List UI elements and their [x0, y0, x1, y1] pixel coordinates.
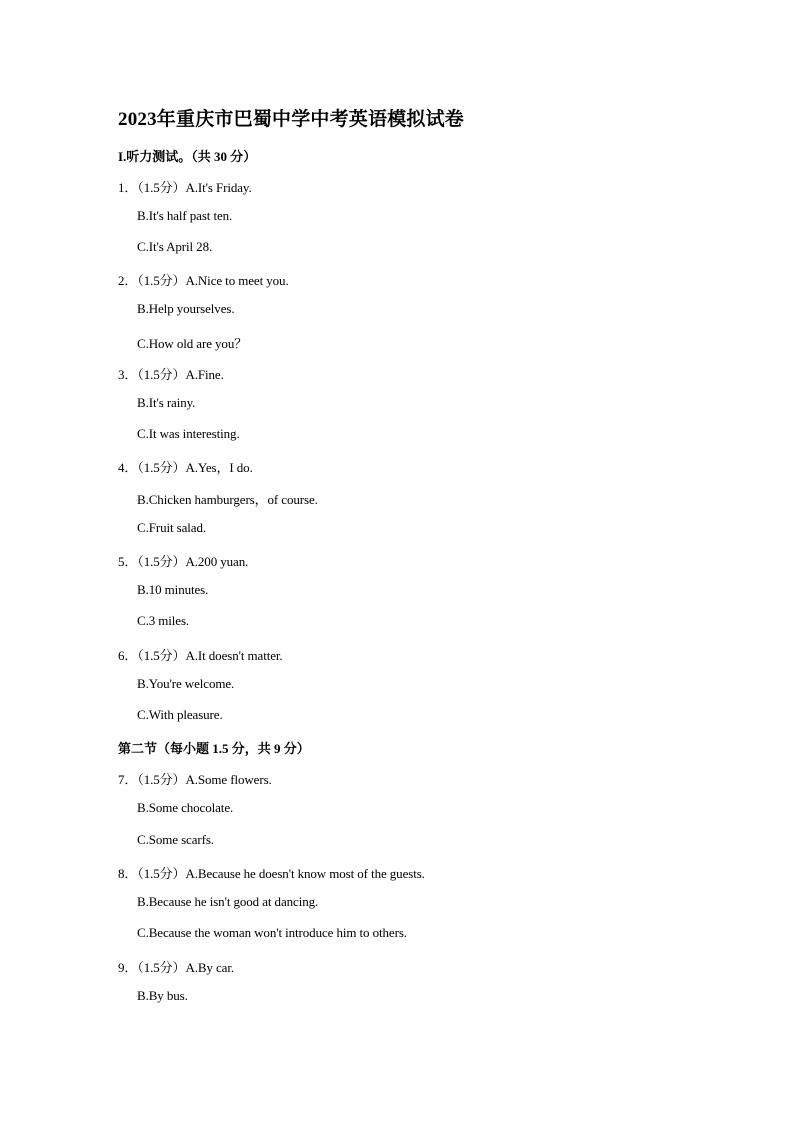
question-6-option-b: B.You're welcome.: [137, 676, 235, 691]
question-5-stem: 5．（1.5分）A.200 yuan.: [118, 554, 249, 569]
question-7-option-b: B.Some chocolate.: [137, 800, 234, 815]
question-5-option-b: B.10 minutes.: [137, 582, 209, 597]
question-8-stem: 8．（1.5分）A.Because he doesn't know most of the guests.: [118, 866, 425, 881]
section-heading-listening: I.听力测试。（共 30 分）: [118, 149, 257, 164]
question-3-option-c: C.It was interesting.: [137, 426, 240, 441]
question-4-option-b: B.Chicken hamburgers，of course.: [137, 492, 318, 507]
question-6-option-c: C.With pleasure.: [137, 707, 223, 722]
question-1-stem: 1．（1.5分）A.It's Friday.: [118, 180, 252, 195]
question-8-option-c: C.Because the woman won't introduce him to others.: [137, 925, 407, 940]
question-7-stem: 7．（1.5分）A.Some flowers.: [118, 772, 272, 787]
question-9-option-b: B.By bus.: [137, 988, 188, 1003]
question-4-option-c: C.Fruit salad.: [137, 520, 207, 535]
question-3-stem: 3．（1.5分）A.Fine.: [118, 367, 224, 382]
section-heading-part-two: 第二节（每小题 1.5 分，共 9 分）: [118, 741, 310, 756]
question-9-stem: 9．（1.5分）A.By car.: [118, 960, 235, 975]
question-8-option-b: B.Because he isn't good at dancing.: [137, 894, 319, 909]
question-5-option-c: C.3 miles.: [137, 613, 190, 628]
question-6-stem: 6．（1.5分）A.It doesn't matter.: [118, 648, 283, 663]
question-2-option-b: B.Help yourselves.: [137, 301, 235, 316]
question-2-option-c: C.How old are you？: [137, 336, 248, 351]
page-title: 2023年重庆市巴蜀中学中考英语模拟试卷: [118, 109, 465, 130]
question-3-option-b: B.It's rainy.: [137, 395, 196, 410]
question-4-stem: 4．（1.5分）A.Yes，I do.: [118, 460, 253, 475]
question-1-option-c: C.It's April 28.: [137, 239, 213, 254]
question-7-option-c: C.Some scarfs.: [137, 832, 214, 847]
question-2-stem: 2．（1.5分）A.Nice to meet you.: [118, 273, 289, 288]
question-1-option-b: B.It's half past ten.: [137, 208, 233, 223]
